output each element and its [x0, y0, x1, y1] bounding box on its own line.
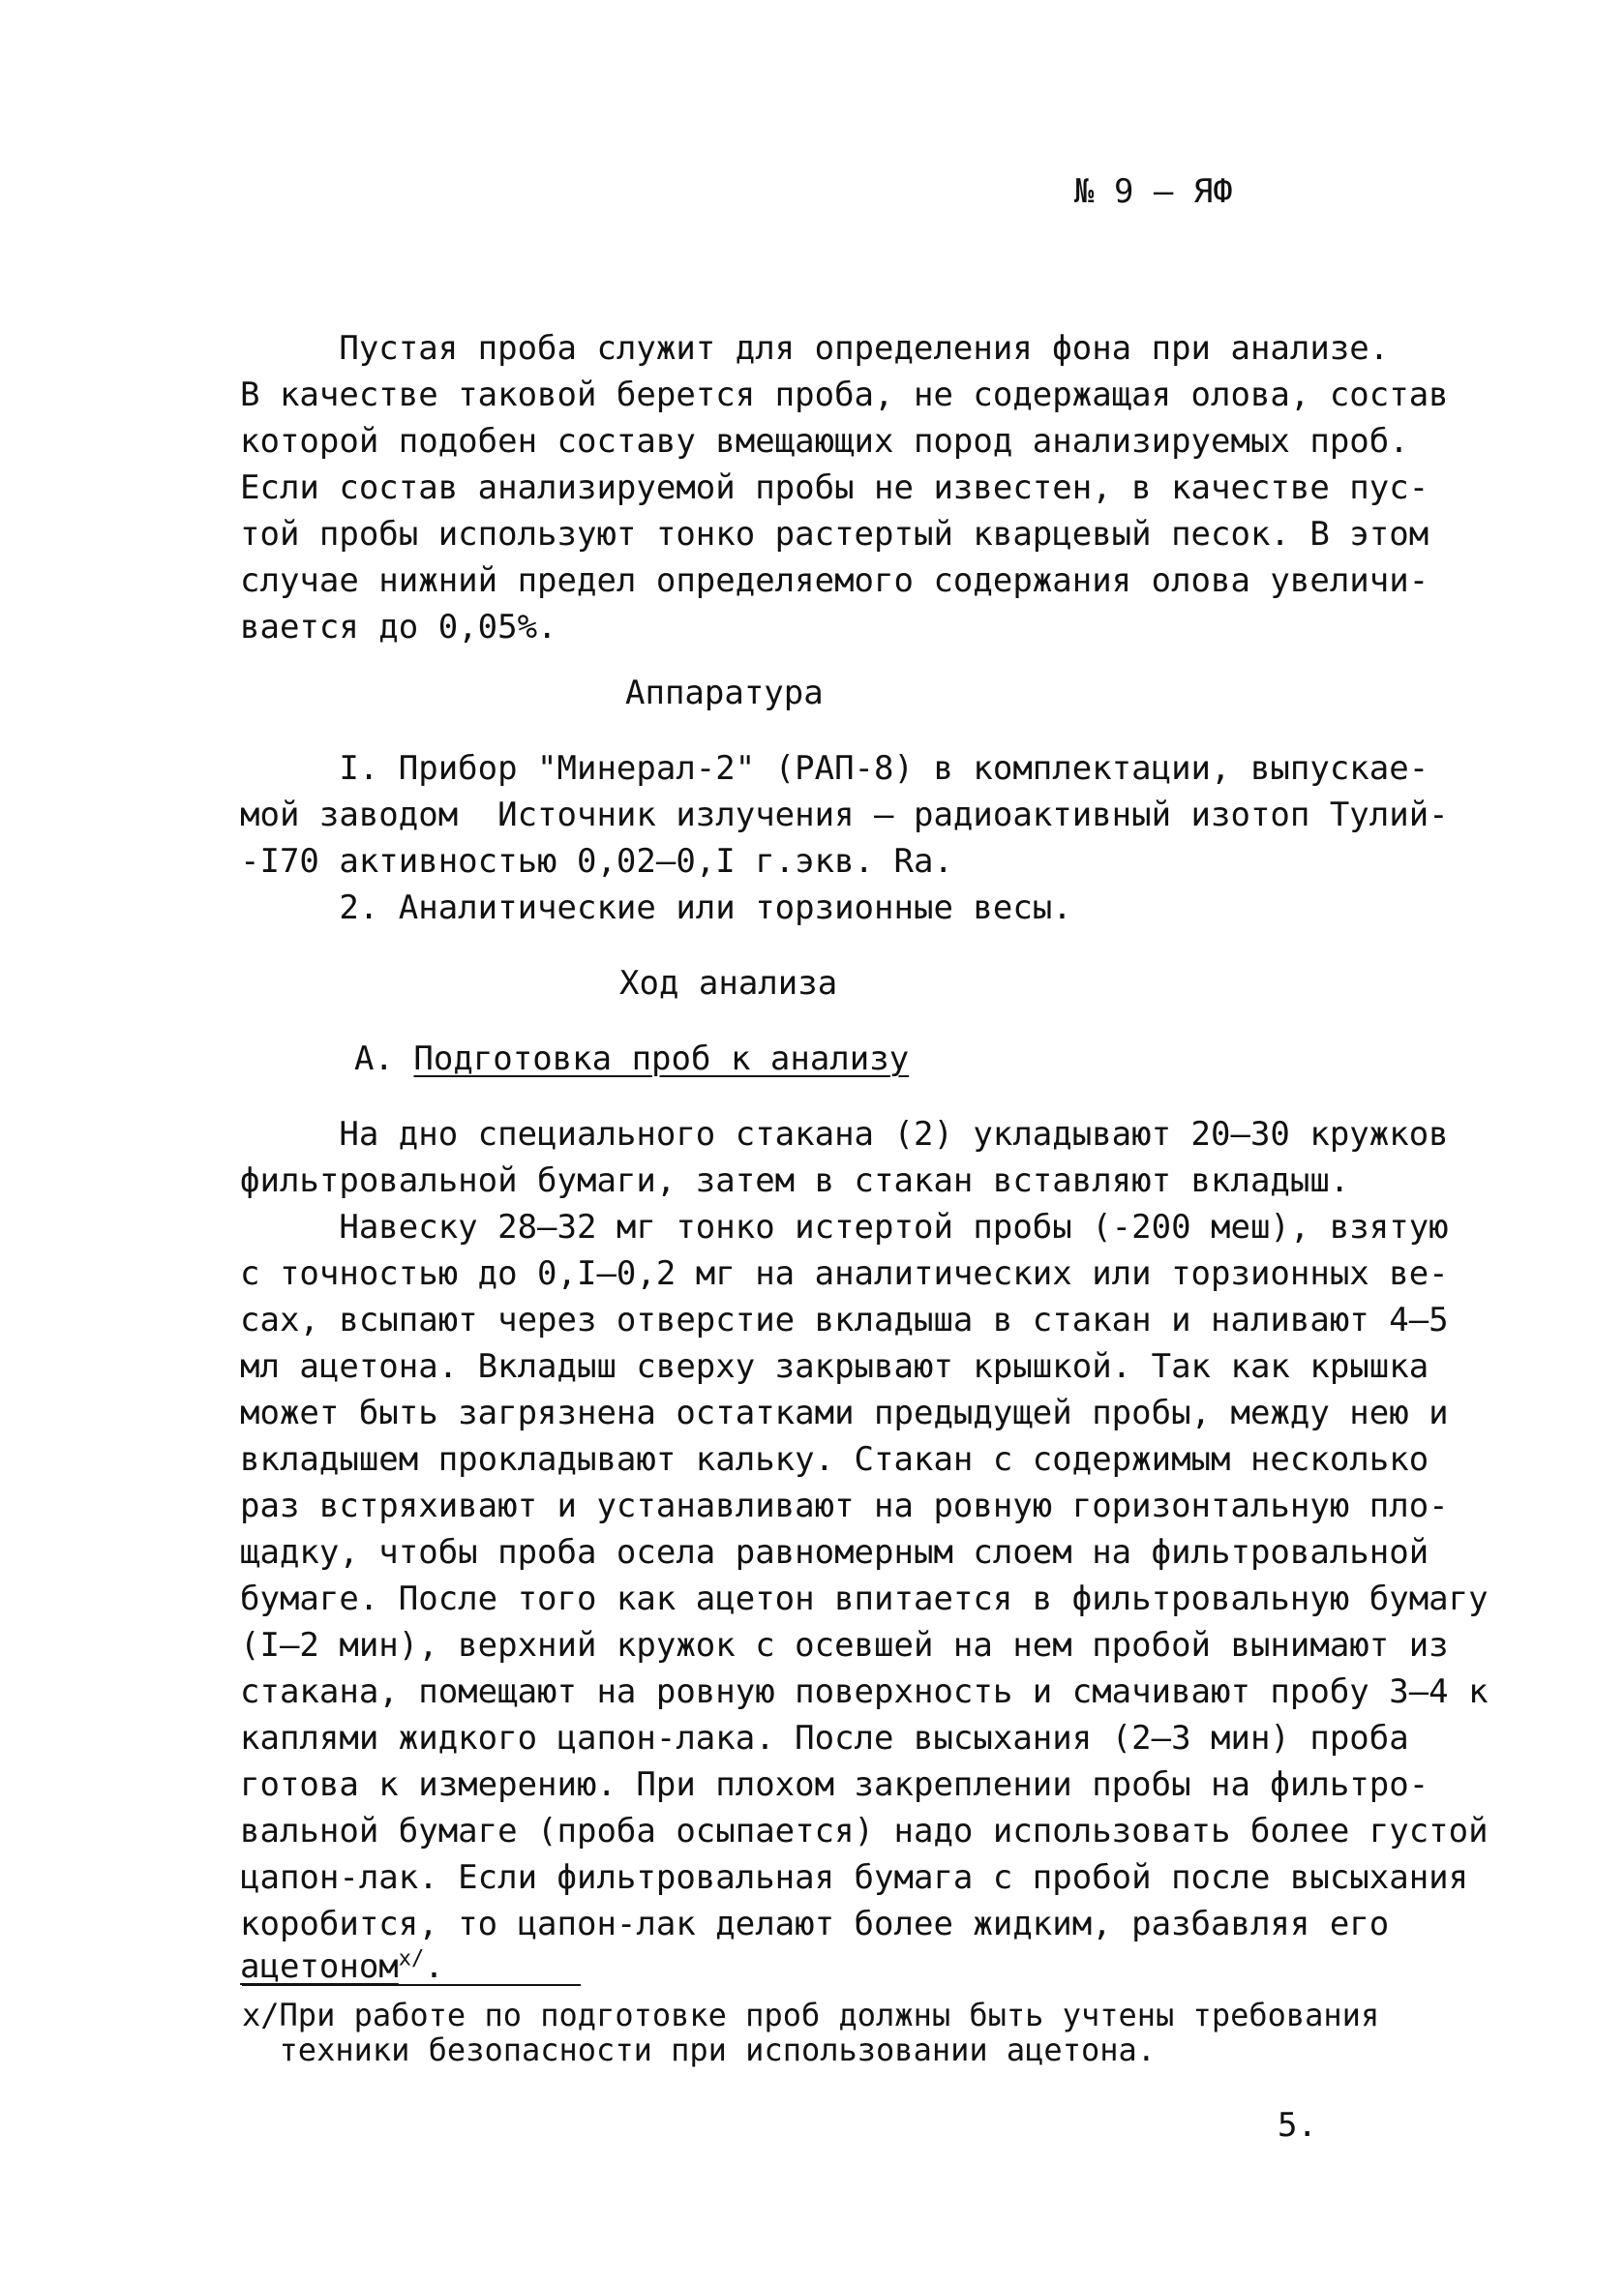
text-line: с точностью до 0,I–0,2 мг на аналитических или торзионных ве-: [240, 1254, 1449, 1293]
text-line: мой заводом Источник излучения – радиоактивный изотоп Тулий-: [240, 796, 1449, 834]
text-line: сах, всыпают через отверстие вкладыша в стакан и наливают 4–5: [240, 1301, 1449, 1339]
section-heading-apparatus: Аппаратура: [625, 674, 824, 712]
subsection-heading: [354, 1039, 909, 1078]
text-line: -I70 активностью 0,02–0,I г.экв. Ra.: [240, 842, 953, 881]
page-number: 5.: [1278, 2106, 1317, 2145]
text-line: На дно специального стакана (2) укладывают 20–30 кружков: [240, 1115, 1449, 1154]
text-line: Если состав анализируемой пробы не известен, в качестве пус-: [240, 468, 1429, 507]
text-line: цапон-лак. Если фильтровальная бумага с пробой после высыхания: [240, 1858, 1469, 1897]
text-line: которой подобен составу вмещающих пород анализируемых проб.: [240, 422, 1409, 461]
section-heading-procedure: Ход анализа: [619, 964, 838, 1003]
text-line: вкладышем прокладывают кальку. Стакан с содержимым несколько: [240, 1440, 1429, 1479]
text-line: может быть загрязнена остатками предыдущей пробы, между нею и: [240, 1394, 1449, 1432]
text-line: каплями жидкого цапон-лака. После высыхания (2–3 мин) проба: [240, 1719, 1409, 1758]
text-line: Навеску 28–32 мг тонко истертой пробы (-200 меш), взятую: [240, 1208, 1449, 1247]
footnote-separator: [242, 1984, 581, 1986]
text-line: мл ацетона. Вкладыш сверху закрывают крышкой. Так как крышка: [240, 1347, 1429, 1386]
text-line: I. Прибор "Минерал-2" (РАП-8) в комплектации, выпускае-: [240, 749, 1429, 788]
text-line-final: [240, 1947, 444, 1986]
text-line: раз встряхивают и устанавливают на ровную горизонтальную пло-: [240, 1487, 1449, 1525]
text-line: случае нижний предел определяемого содержания олова увеличи-: [240, 561, 1429, 600]
text-line: (I–2 мин), верхний кружок с осевшей на нем пробой вынимают из: [240, 1626, 1449, 1665]
text-line: щадку, чтобы проба осела равномерным слоем на фильтровальной: [240, 1533, 1429, 1572]
subsection-prefix: А.: [354, 1039, 414, 1078]
text-line: готова к измерению. При плохом закреплении пробы на фильтро-: [240, 1765, 1429, 1804]
footnote-line: техники безопасности при использовании ацетона.: [242, 2031, 1157, 2068]
text-line: вальной бумаге (проба осыпается) надо использовать более густой: [240, 1812, 1489, 1851]
text-line: 2. Аналитические или торзионные весы.: [240, 888, 1072, 927]
text-line: Пустая проба служит для определения фона при анализе.: [240, 329, 1390, 368]
footnote-reference: x/: [398, 1946, 425, 1971]
subsection-title: Подготовка проб к анализу: [413, 1039, 910, 1078]
text-line: фильтровальной бумаги, затем в стакан вставляют вкладыш.: [240, 1161, 1350, 1200]
text-line: бумаге. После того как ацетон впитается в фильтровальную бумагу: [240, 1580, 1489, 1618]
final-word: ацетоном: [240, 1947, 399, 1986]
text-line: той пробы используют тонко растертый кварцевый песок. В этом: [240, 515, 1429, 554]
final-punctuation: .: [424, 1947, 444, 1986]
text-line: вается до 0,05%.: [240, 608, 557, 647]
document-number: № 9 – ЯФ: [1074, 172, 1233, 211]
text-line: В качестве таковой берется проба, не содержащая олова, состав: [240, 376, 1449, 414]
footnote-line: x/При работе по подготовке проб должны быть учтены требования: [242, 1997, 1380, 2033]
text-line: стакана, помещают на ровную поверхность и смачивают пробу 3–4 к: [240, 1672, 1489, 1711]
text-line: коробится, то цапон-лак делают более жидким, разбавляя его: [240, 1905, 1390, 1943]
